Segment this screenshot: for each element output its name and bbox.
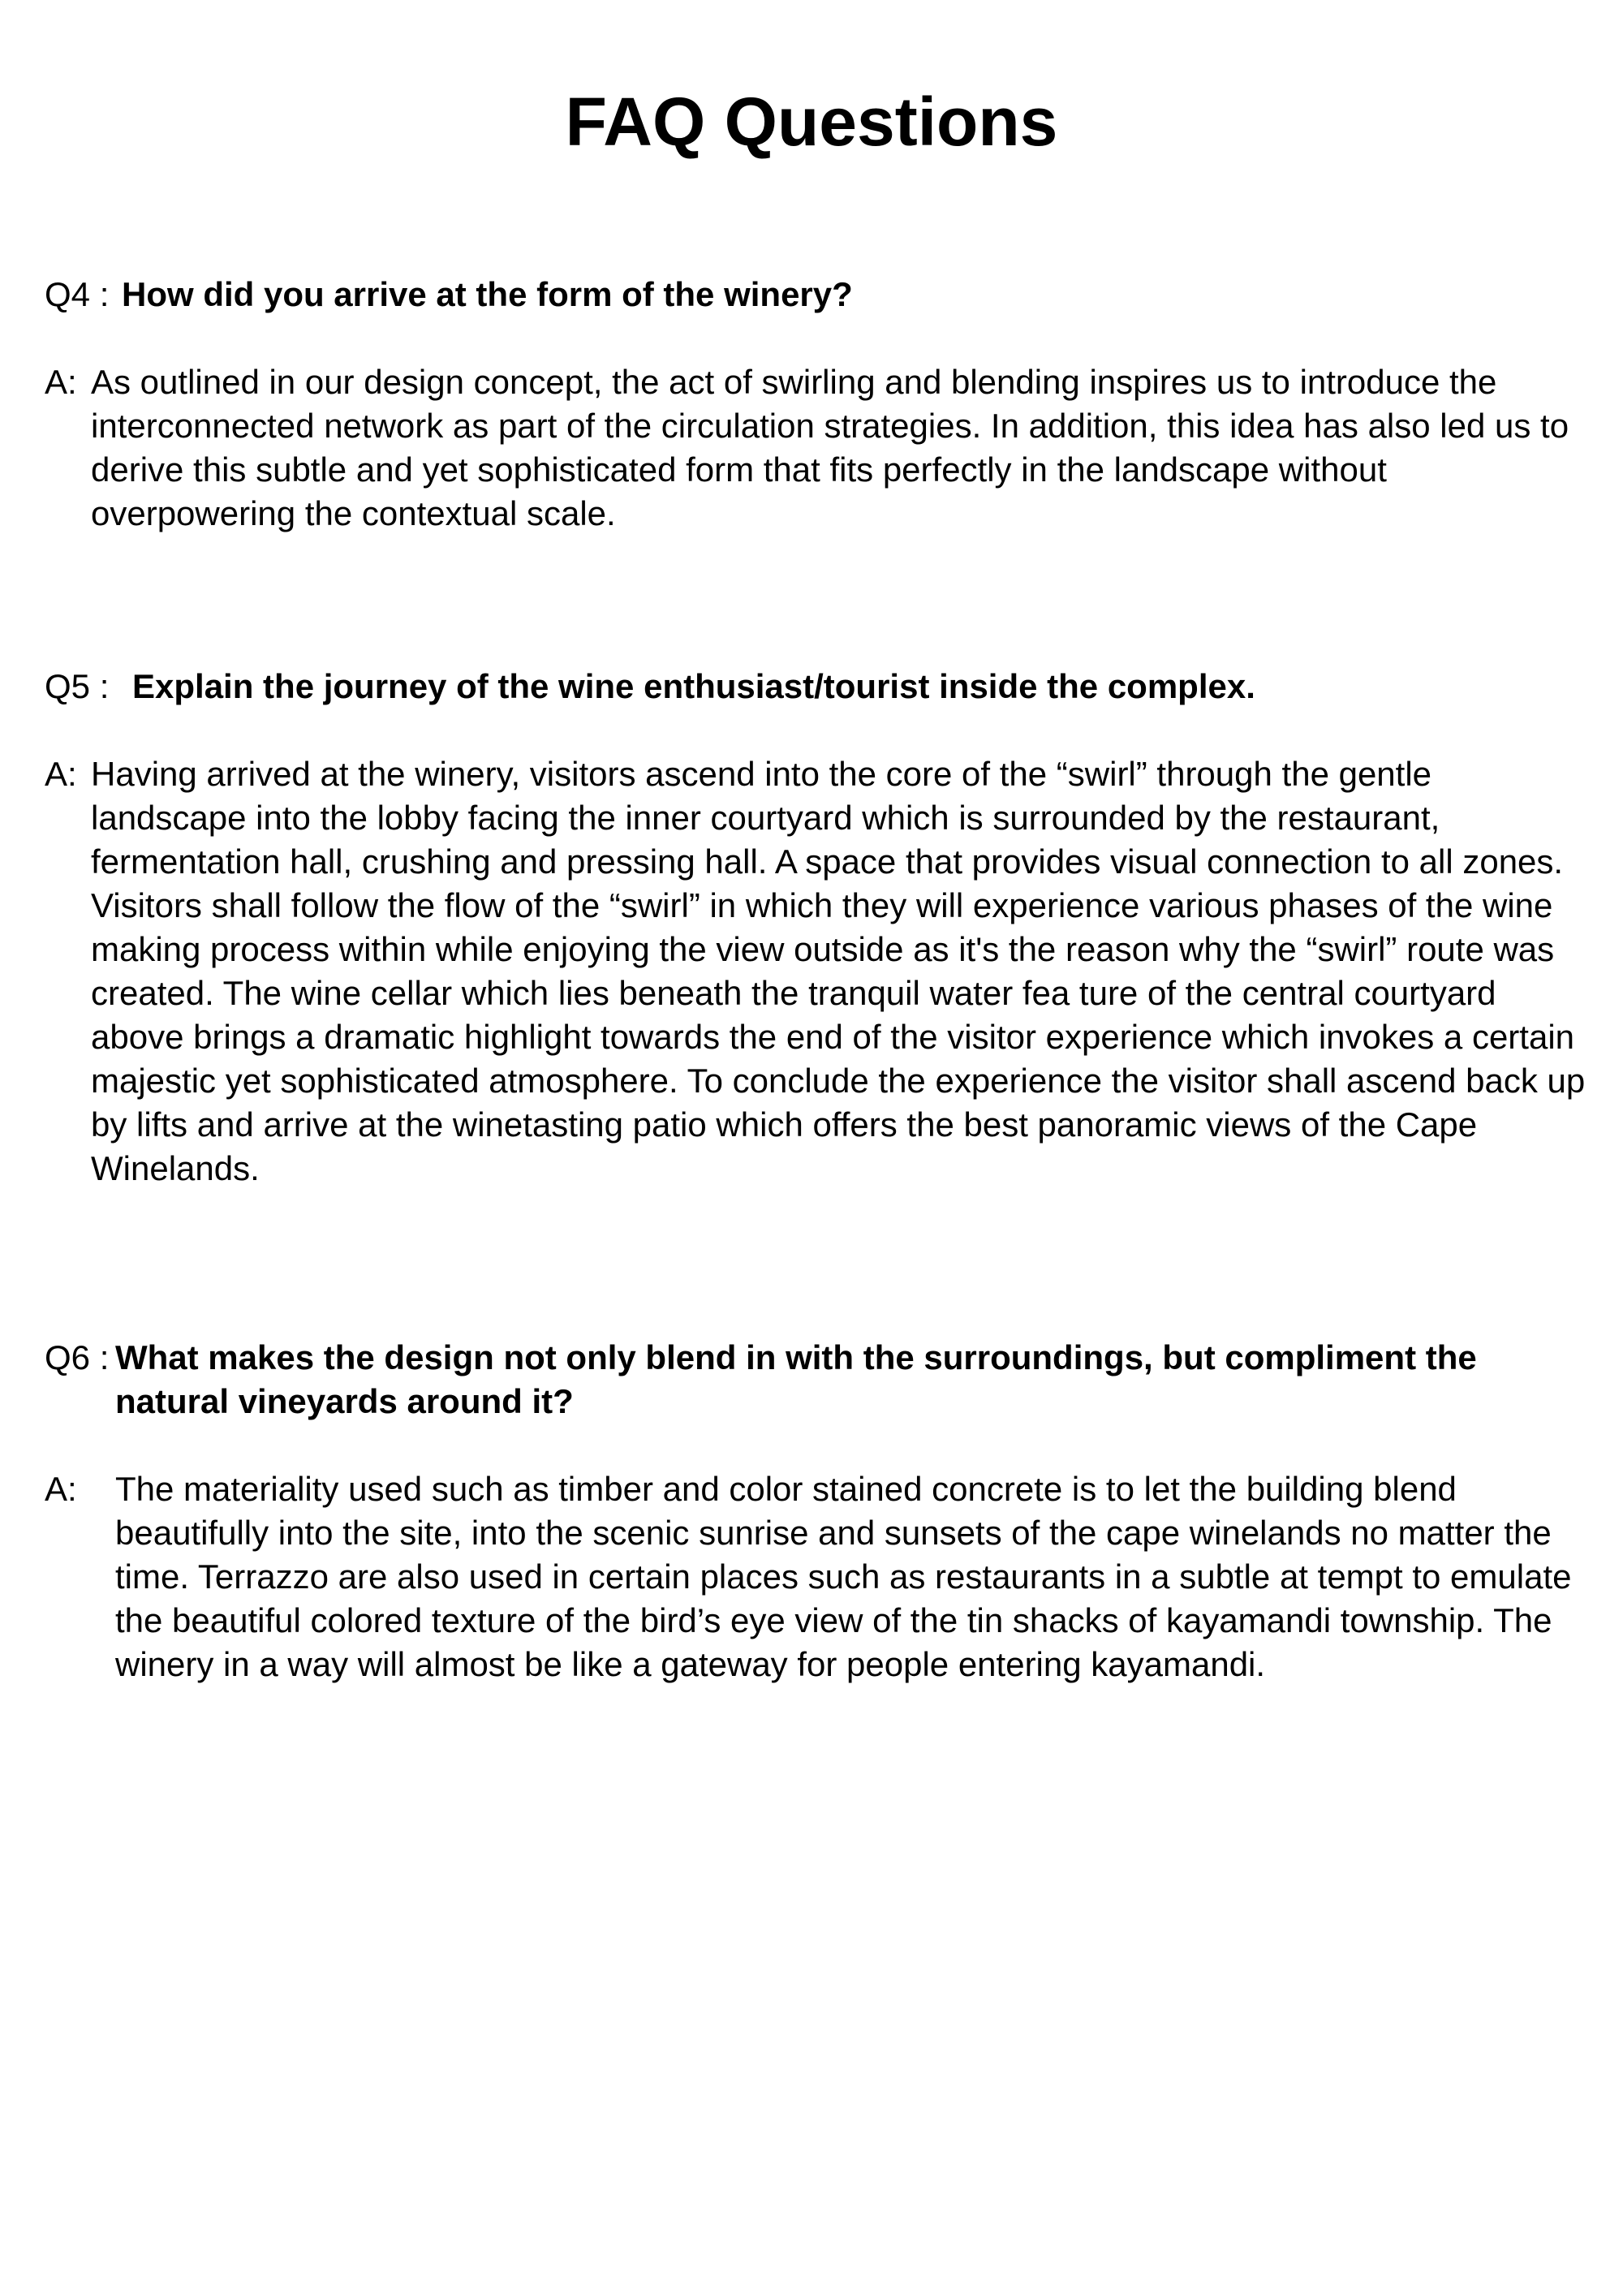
page-title: FAQ Questions — [565, 84, 1058, 160]
question-row — [45, 1336, 1586, 1424]
faq-item-q5 — [45, 665, 1586, 1191]
question-label: Q5 : — [45, 667, 128, 705]
question-label: Q4 : — [45, 275, 119, 313]
question-row — [45, 665, 1586, 709]
question-row — [45, 273, 1586, 317]
answer-text: Having arrived at the winery, visitors ascend into the core of the “swirl” through the gentle landscape into the lobby facing the inner courtyard which is surrounded by the restaurant, fermentation hall, crushing and pressing hall. A space that provides visual connection to all zones. Visitors shall follow the flow of the “swirl” in which they will experience various phases of the wine making process within while enjoying the view outside as it's the reason why the “swirl” route was created. The wine cellar which lies beneath the tranquil water fea ture of the central courtyard above brings a dramatic highlight towards the end of the visitor experience which invokes a certain majestic yet sophisticated atmosphere. To conclude the experience the visitor shall ascend back up by lifts and arrive at the winetasting patio which offers the best panoramic views of the Cape Winelands. — [91, 755, 1586, 1187]
question-text: How did you arrive at the form of the winery? — [122, 275, 853, 313]
question-text: What makes the design not only blend in with the surroundings, but compliment the natural vineyards around it? — [115, 1338, 1477, 1420]
answer-label: A: — [45, 1470, 77, 1508]
question-label: Q6 : — [45, 1338, 119, 1376]
answer-text: As outlined in our design concept, the act of swirling and blending inspires us to introduce the interconnected network as part of the circulation strategies. In addition, this idea has also led us to derive this subtle and yet sophisticated form that fits perfectly in the landscape without overpowering the contextual scale. — [91, 363, 1569, 532]
question-text: Explain the journey of the wine enthusiast/tourist inside the complex. — [132, 667, 1255, 705]
answer-text: The materiality used such as timber and color stained concrete is to let the building blend beautifully into the site, into the scenic sunrise and sunsets of the cape winelands no matter the time. Terrazzo are also used in certain places such as restaurants in a subtle at tempt to emulate the beautiful colored texture of the bird’s eye view of the tin shacks of kayamandi township. The winery in a way will almost be like a gateway for people entering kayamandi. — [115, 1470, 1572, 1683]
answer-label: A: — [45, 363, 87, 401]
faq-item-q6 — [45, 1336, 1586, 1686]
answer-row — [45, 360, 1586, 536]
answer-label: A: — [45, 755, 97, 793]
answer-row — [45, 752, 1586, 1191]
answer-row — [45, 1467, 1586, 1686]
faq-item-q4 — [45, 273, 1586, 536]
